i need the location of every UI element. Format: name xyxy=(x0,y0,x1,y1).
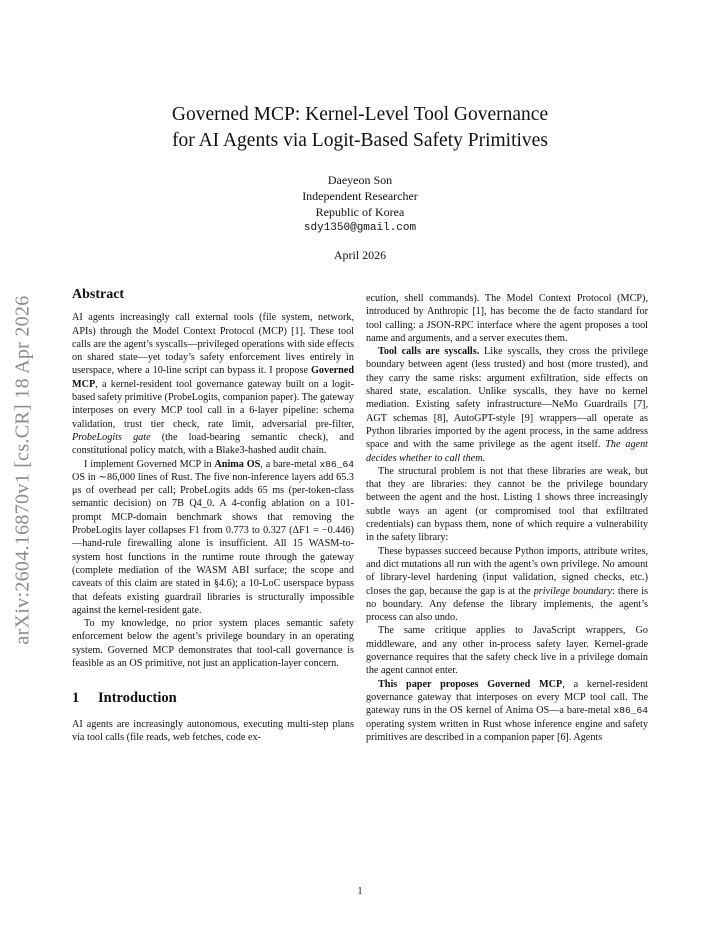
section-title: Introduction xyxy=(98,690,177,707)
introduction-paragraph-1: AI agents are increasingly autonomous, executing multi-step plans via tool calls (file reads, web fetches, code ex- xyxy=(72,718,354,743)
author-name: Daeyeon Son xyxy=(327,173,393,187)
left-column xyxy=(72,288,354,744)
author-affiliation: Independent Researcher xyxy=(302,189,418,203)
right-paragraph-1: Tool calls are syscalls. Like syscalls, they cross the privilege boundary between agent (less trusted) and host (more trusted), and they carry the same risks: argument exfiltration, side effects on shared state, escalation. Unlike syscalls, they have no kernel mediation. Existing safety infrastructure—NeMo Guardrails [7], AGT schemas [8], AutoGPT-style [9] wrappers—all operate as Python libraries imported by the agent process, in the same address space and with the same privilege as the agent itself. The agent decides whether to call them. xyxy=(366,346,648,464)
abstract-heading: Abstract xyxy=(72,287,125,302)
right-paragraph-5: This paper proposes Governed MCP, a kernel-resident governance gateway that interposes on every MCP tool call. The gateway runs in the OS kernel of Anima OS—a bare-metal x86_64 operating system written in Rust whose inference engine and safety primitives are described in a companion paper [6]. Agents xyxy=(366,678,648,743)
author-email: sdy1350@gmail.com xyxy=(303,222,417,234)
paper-date: April 2026 xyxy=(333,248,387,262)
abstract-paragraph-2: I implement Governed MCP in Anima OS, a bare-metal x86_64 OS in ∼86,000 lines of Rust. The five non-inference layers add 65.3 μs of overhead per call; ProbeLogits adds 65 ms (per-token-class semantic decision) on 7B Q4_0. A 4-config ablation on a 101-prompt MCP-domain benchmark shows that removing the ProbeLogits layer collapses F1 from 0.773 to 0.327 (ΔF1 = −0.446)—hand-rule firewalling alone is insufficient. All 15 WASM-to-system host functions in the runtime route through the gateway (complete mediation of the WASM ABI surface; the scope and caveats of this claim are stated in §4.6); a 10-LoC userspace bypass that defeats existing guardrail libraries is structurally impossible against the kernel-resident gate. xyxy=(72,458,354,616)
right-paragraph-3: These bypasses succeed because Python imports, attribute writes, and dict mutations all run with the agent’s own privilege. No amount of library-level hardening (input validation, signed checks, etc.) closes the gap, because the gap is at the privilege boundary: there is no boundary. Any defense the library implements, the agent’s process can also undo. xyxy=(366,545,648,624)
introduction-heading xyxy=(72,692,354,705)
right-paragraph-0: ecution, shell commands). The Model Context Protocol (MCP), introduced by Anthropic [1], has become the de facto standard for tool calling: a JSON-RPC interface where the agent proposes a tool name and arguments, and a server executes them. xyxy=(366,293,648,344)
title-line-1: Governed MCP: Kernel-Level Tool Governance xyxy=(171,104,549,125)
page-number: 1 xyxy=(357,886,363,897)
right-paragraph-2: The structural problem is not that these libraries are weak, but that they are libraries: they cannot be the privilege boundary between the agent and the host. Listing 1 shows three increasingly subtle ways an agent (or compromised tool that exfiltrated credentials) can bypass them, none of which require a vulnerability in the safety library: xyxy=(366,465,648,544)
paper-title xyxy=(70,102,650,154)
title-line-2: for AI Agents via Logit-Based Safety Primitives xyxy=(172,130,548,151)
arxiv-identifier: arXiv:2604.16870v1 [cs.CR] 18 Apr 2026 xyxy=(11,295,34,645)
right-paragraph-4: The same critique applies to JavaScript wrappers, Go middleware, and any other in-process safety layer. Kernel-grade governance requires that the safety check live in a privilege domain the agent cannot enter. xyxy=(366,625,648,677)
abstract-paragraph-1: AI agents increasingly call external tools (file system, network, APIs) through the Model Context Protocol (MCP) [1]. These tool calls are the agent’s syscalls—privileged operations with side effects on shared state—yet today’s safety enforcement lives entirely in userspace, where a 10-line script can bypass it. I propose Governed MCP, a kernel-resident tool governance gateway built on a logit-based safety primitive (ProbeLogits, companion paper). The gateway interposes on every MCP tool call in a 6-layer pipeline: schema validation, trust tier check, rate limit, adversarial pre-filter, ProbeLogits gate (the load-bearing semantic check), and constitutional policy match, with a Blake3-hashed audit chain. xyxy=(72,312,354,457)
section-number: 1 xyxy=(72,690,80,707)
abstract-paragraph-3: To my knowledge, no prior system places semantic safety enforcement below the agent’s privilege boundary in an operating system. Governed MCP demonstrates that tool-call governance is feasible as an OS primitive, not just an application-layer concern. xyxy=(72,618,354,670)
author-location: Republic of Korea xyxy=(315,205,405,219)
right-column xyxy=(366,292,648,744)
author-block xyxy=(160,172,560,236)
